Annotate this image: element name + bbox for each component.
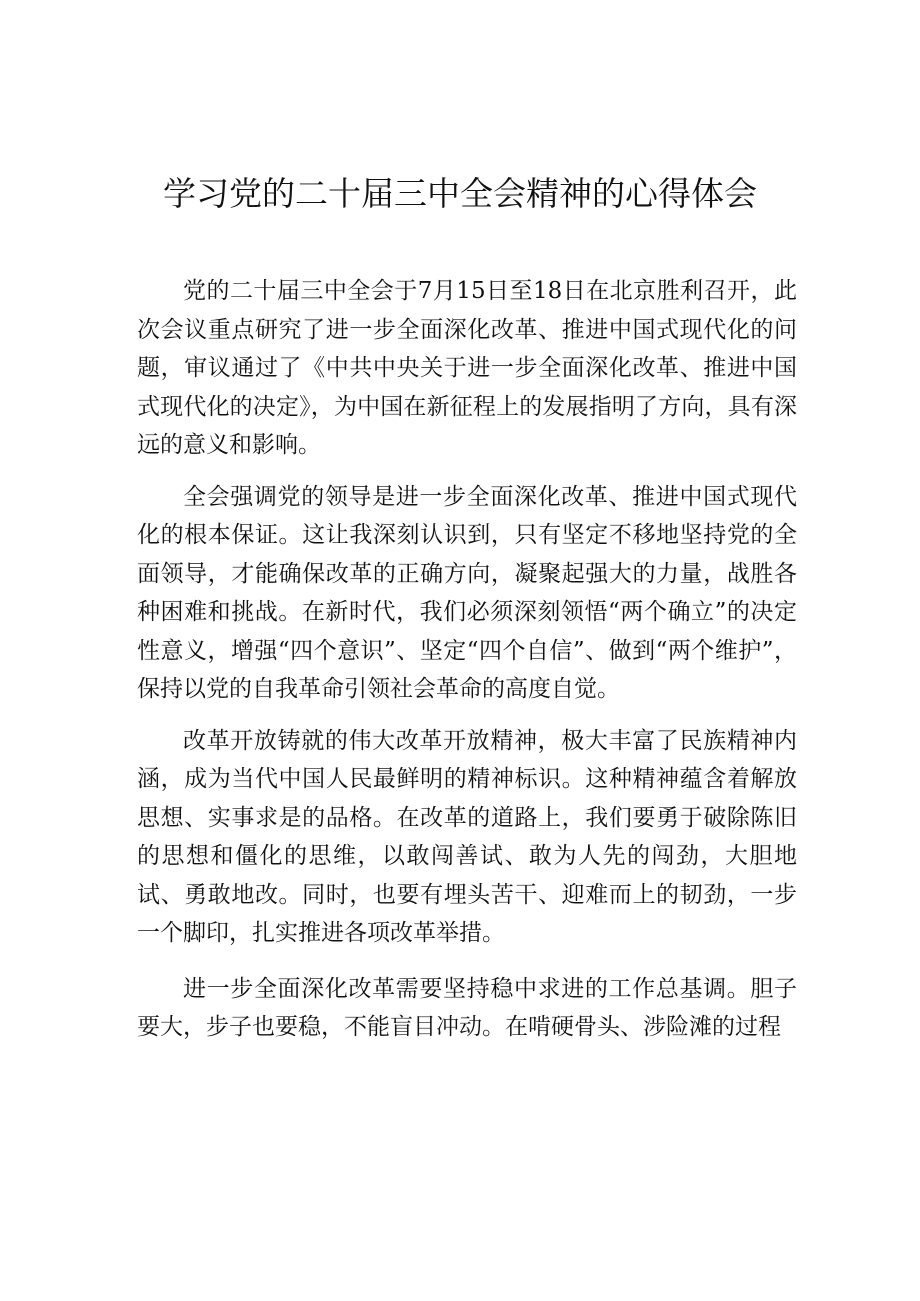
paragraph-2: 全会强调党的领导是进一步全面深化改革、推进中国式现代化的根本保证。这让我深刻认识到，只有坚定不移地坚持党的全面领导，才能确保改革的正确方向，凝聚起强大的力量，战胜各种困难和挑战。在新时代，我们必须深刻领悟“两个确立”的决定性意义，增强“四个意识”、坚定“四个自信”、做到“两个维护”，保持以党的自我革命引领社会革命的高度自觉。	[137, 483, 797, 702]
paragraph-3: 改革开放铸就的伟大改革开放精神，极大丰富了民族精神内涵，成为当代中国人民最鲜明的精神标识。这种精神蕴含着解放思想、实事求是的品格。在改革的道路上，我们要勇于破除陈旧的思想和僵化的思维，以敢闯善试、敢为人先的闯劲，大胆地试、勇敢地改。同时，也要有埋头苦干、迎难而上的韧劲，一步一个脚印，扎实推进各项改革举措。	[137, 727, 797, 946]
document-title: 学习党的二十届三中全会精神的心得体会	[163, 174, 757, 213]
paragraph-4: 进一步全面深化改革需要坚持稳中求进的工作总基调。胆子要大，步子也要稳，不能盲目冲动。在啃硬骨头、涉险滩的过程	[137, 975, 797, 1040]
paragraph-1: 党的二十届三中全会于7月15日至18日在北京胜利召开，此次会议重点研究了进一步全面深化改革、推进中国式现代化的问题，审议通过了《中共中央关于进一步全面深化改革、推进中国式现代化的决定》，为中国在新征程上的发展指明了方向，具有深远的意义和影响。	[137, 278, 797, 458]
document-body	[137, 272, 797, 1047]
